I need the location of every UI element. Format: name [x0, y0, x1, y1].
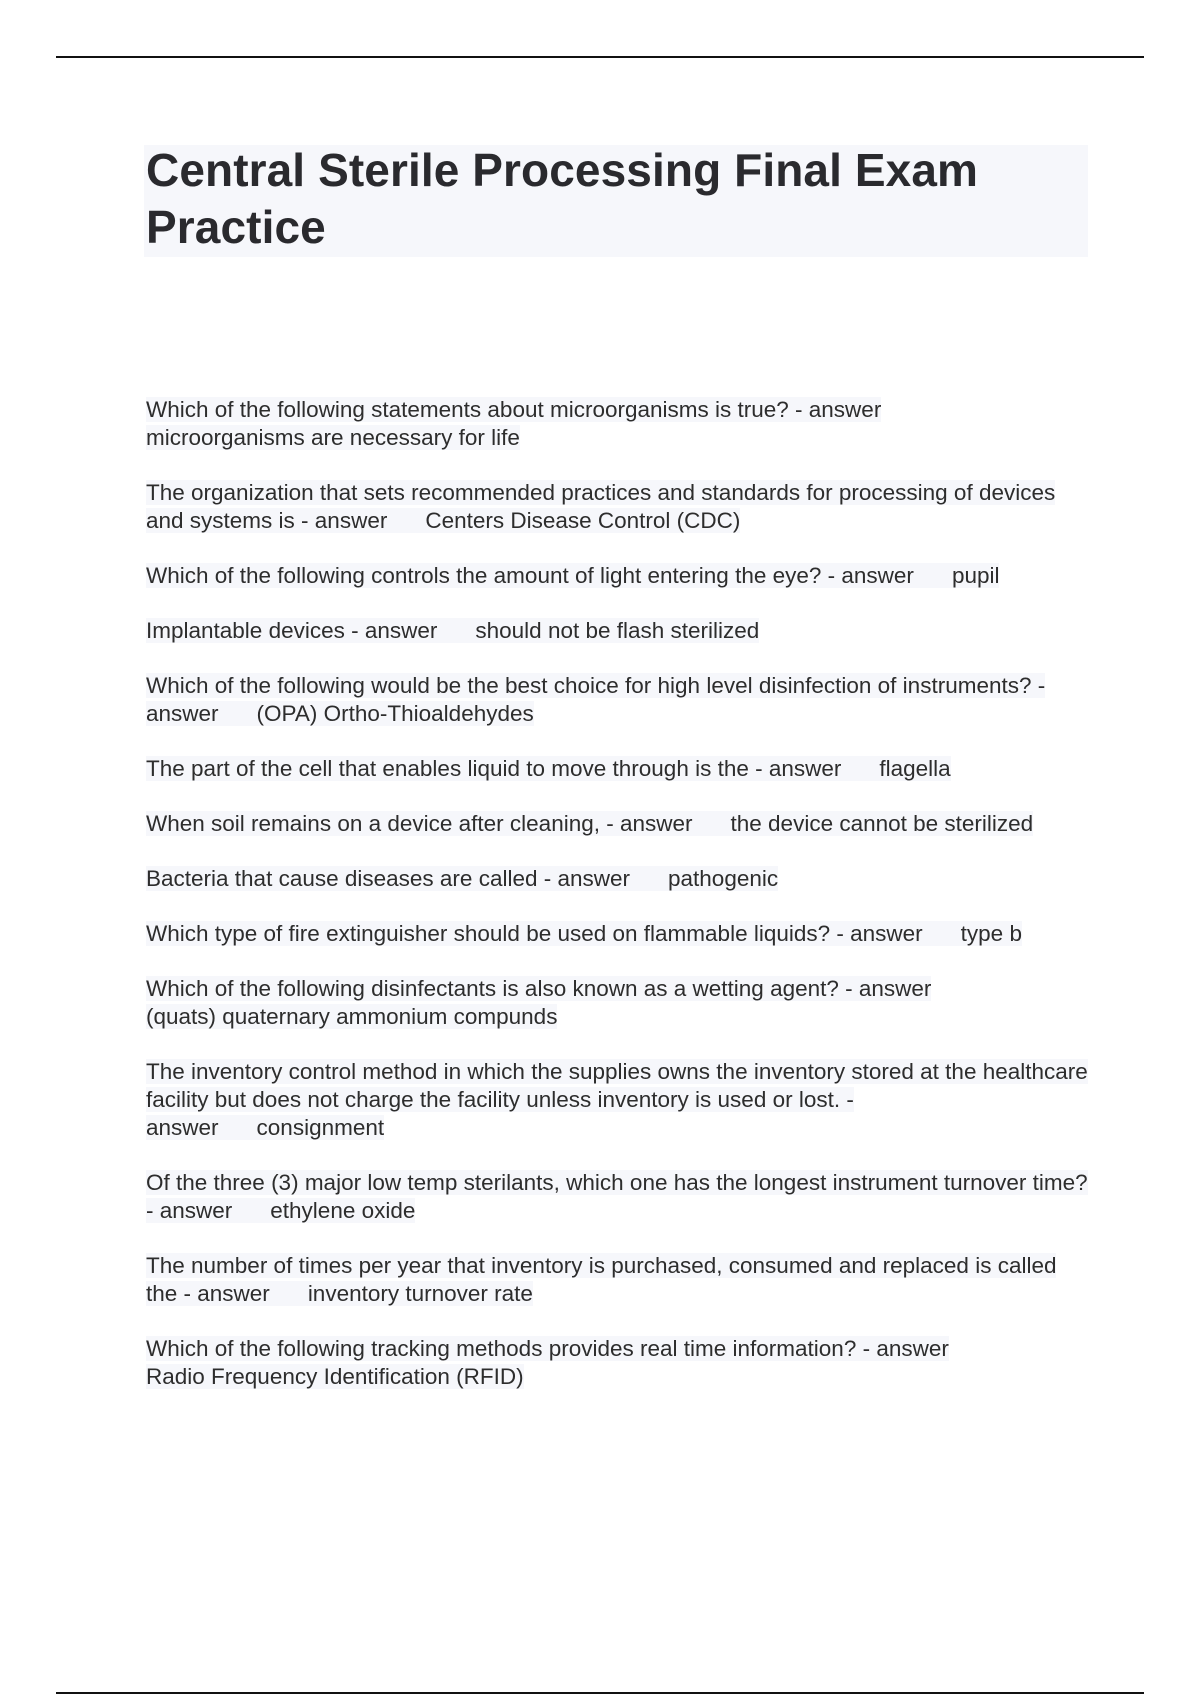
qa-text [146, 1170, 1088, 1223]
answer-text: pathogenic [668, 866, 779, 891]
question-text: Which of the following would be the best choice for high level disinfection of instruments? - answer [146, 673, 1046, 726]
answer-text: pupil [951, 563, 1000, 588]
question-text: The organization that sets recommended practices and standards for processing of devices and systems is - answer [146, 480, 1056, 533]
qa-text [146, 673, 1045, 726]
top-rule [56, 56, 1144, 58]
qa-text [146, 1253, 1056, 1306]
question-text: Which of the following disinfectants is also known as a wetting agent? - answer [146, 976, 932, 1001]
qa-item [146, 865, 1090, 893]
answer-text: (OPA) Ortho-Thioaldehydes [256, 701, 534, 726]
answer-text: consignment [256, 1115, 385, 1140]
answer-text: flagella [879, 756, 951, 781]
qa-item [146, 1058, 1090, 1142]
qa-text [146, 976, 931, 1029]
question-text: The number of times per year that inventory is purchased, consumed and replaced is called the - answer [146, 1253, 1057, 1306]
qa-text [146, 480, 1055, 533]
question-text: Bacteria that cause diseases are called - answer [146, 866, 631, 891]
qa-item [146, 1169, 1090, 1225]
qa-item [146, 617, 1090, 645]
question-text: When soil remains on a device after cleaning, - answer [146, 811, 693, 836]
qa-text [146, 618, 759, 643]
qa-item [146, 810, 1090, 838]
qa-item [146, 479, 1090, 535]
qa-text [146, 563, 999, 588]
qa-item [146, 672, 1090, 728]
question-text: Which of the following tracking methods provides real time information? - answer [146, 1336, 949, 1361]
qa-item [146, 562, 1090, 590]
qa-text [146, 811, 1033, 836]
question-text: Which of the following statements about microorganisms is true? - answer [146, 397, 882, 422]
answer-text: the device cannot be sterilized [730, 811, 1034, 836]
question-text: Of the three (3) major low temp sterilants, which one has the longest instrument turnover time? - answer [146, 1170, 1088, 1223]
qa-text [146, 1059, 1088, 1140]
qa-item [146, 1335, 1090, 1391]
question-text: Which of the following controls the amount of light entering the eye? - answer [146, 563, 914, 588]
page-title: Central Sterile Processing Final Exam Practice [146, 144, 979, 253]
bottom-rule [56, 1692, 1144, 1694]
answer-text: Radio Frequency Identification (RFID) [146, 1364, 524, 1389]
answer-text: microorganisms are necessary for life [146, 425, 520, 450]
qa-text [146, 756, 951, 781]
answer-text: (quats) quaternary ammonium compunds [146, 1004, 558, 1029]
answer-text: inventory turnover rate [307, 1281, 533, 1306]
qa-text [146, 397, 881, 450]
question-text: The part of the cell that enables liquid to move through is the - answer [146, 756, 842, 781]
qa-item [146, 920, 1090, 948]
answer-text: should not be flash sterilized [475, 618, 760, 643]
qa-text [146, 1336, 949, 1389]
qa-list [146, 396, 1090, 1418]
qa-text [146, 921, 1022, 946]
qa-item [146, 396, 1090, 452]
qa-item [146, 975, 1090, 1031]
qa-item [146, 755, 1090, 783]
qa-item [146, 1252, 1090, 1308]
answer-text: ethylene oxide [270, 1198, 416, 1223]
question-text: The inventory control method in which the supplies owns the inventory stored at the healthcare facility but does not charge the facility unless inventory is used or lost. - answer [146, 1059, 1088, 1140]
question-text: Implantable devices - answer [146, 618, 438, 643]
qa-text [146, 866, 778, 891]
question-text: Which type of fire extinguisher should be used on flammable liquids? - answer [146, 921, 923, 946]
answer-text: type b [960, 921, 1022, 946]
answer-text: Centers Disease Control (CDC) [425, 508, 741, 533]
